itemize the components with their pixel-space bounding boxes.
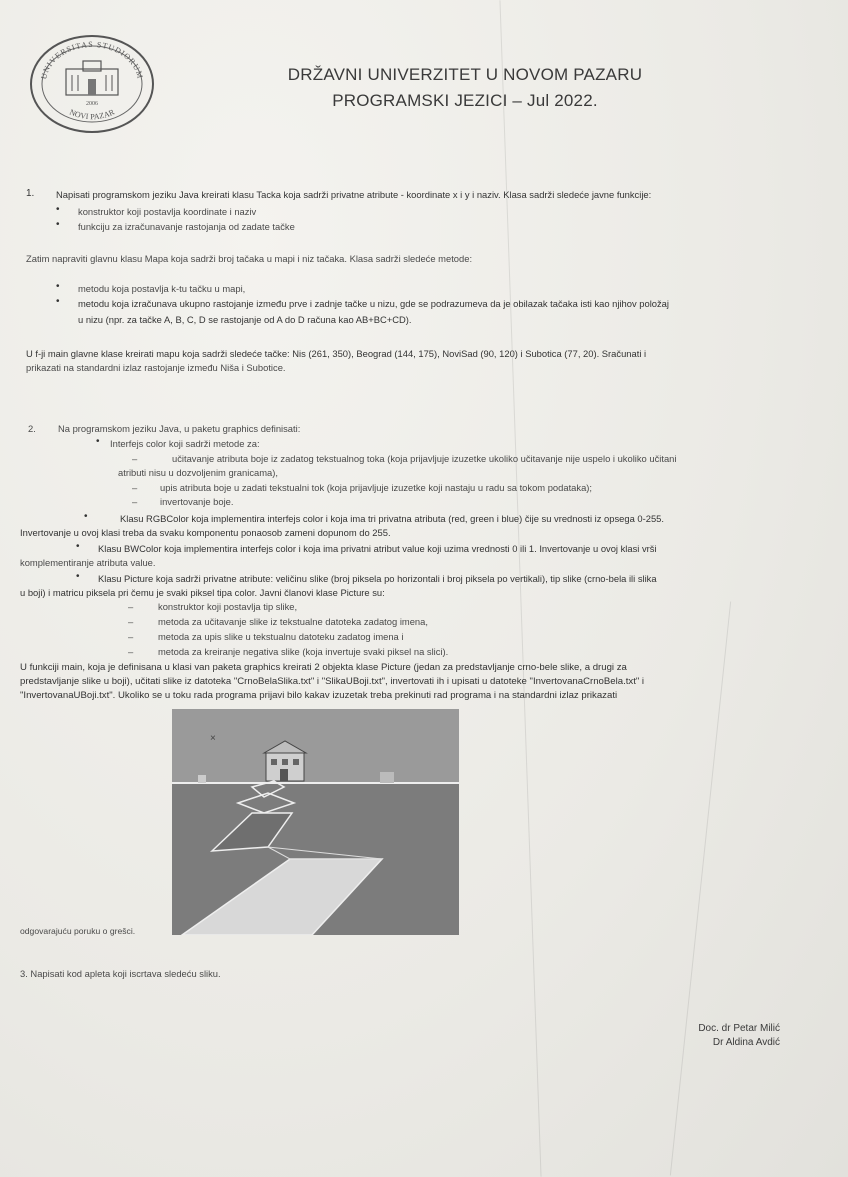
task1-item: konstruktor koji postavlja koordinate i naziv xyxy=(78,206,257,217)
bullet: • xyxy=(96,436,100,447)
bullet: • xyxy=(56,204,60,215)
task2-picture-item: metoda za učitavanje slike iz tekstualne datoteka zadatog imena, xyxy=(158,616,428,627)
task2-picture-text: u boji) i matricu piksela pri čemu je svaki piksel tipa color. Javni članovi klase Picture su: xyxy=(20,587,385,598)
bullet: • xyxy=(56,281,60,292)
svg-text:×: × xyxy=(210,733,216,744)
svg-text:UNIVERSITAS STUDIORUM: UNIVERSITAS STUDIORUM xyxy=(39,39,145,81)
svg-text:NOVI PAZAR: NOVI PAZAR xyxy=(68,107,116,122)
task1-map-item: u nizu (npr. za tačke A, B, C, D se rastojanje od A do D računa kao AB+BC+CD). xyxy=(78,314,412,325)
task1-main-text: prikazati na standardni izlaz rastojanje između Niša i Subotice. xyxy=(26,362,286,373)
task2-main-text: U funkciji main, koja je definisana u klasi van paketa graphics kreirati 2 objekta klase Picture (jedan za predstavljanje crno-bele slike, a drugi za xyxy=(20,662,627,673)
dash: – xyxy=(128,601,134,612)
bullet: • xyxy=(76,541,80,552)
task1-map-intro: Zatim napraviti glavnu klasu Mapa koja sadrži broj tačaka u mapi i niz tačaka. Klasa sadrži sledeće metode: xyxy=(26,253,473,264)
bullet: • xyxy=(76,571,80,582)
dash: – xyxy=(128,631,134,642)
task1-map-item: metodu koja postavlja k-tu tačku u mapi, xyxy=(78,283,246,294)
task2-color-item: učitavanje atributa boje iz zadatog tekstualnog toka (koja prijavljuje izuzetke ukoliko učitavanje nije uspelo i ukoliko učitani xyxy=(172,453,677,464)
task2-main-text: predstavljanje slike u boji), učitati slike iz datoteka "CrnoBelaSlika.txt" i "SlikaUBoji.txt", invertovati ih i upisati u datoteke "InvertovanaCrnoBela.txt" i xyxy=(20,676,645,687)
exam-title: PROGRAMSKI JEZICI – Jul 2022. xyxy=(332,91,598,110)
task2-color-item: upis atributa boje u zadati tekstualni tok (koja prijavljuje izuzetke koji nastaju u radu sa tokom podataka); xyxy=(160,482,593,493)
dash: – xyxy=(128,646,134,657)
bullet: • xyxy=(56,219,60,230)
task2-rgb-text: Klasu RGBColor koja implementira interfejs color i koja ima tri privatna atributa (red, green i blue) čije su vrednosti iz opsega 0-255. xyxy=(120,513,664,524)
exam-header xyxy=(230,62,700,114)
dash: – xyxy=(128,616,134,627)
task1-map-item: metodu koja izračunava ukupno rastojanje između prve i zadnje tačke u nizu, gde se podrazumeva da je obilazak tačaka isti kao njihov položaj xyxy=(78,298,669,309)
dash: – xyxy=(132,496,138,507)
task1-main-text: U f-ji main glavne klase kreirati mapu koja sadrži sledeće tačke: Nis (261, 350), Beograd (144, 175), NoviSad (90, 120) i Subotica (77, 20). Sračunati i xyxy=(26,348,647,359)
task2-main-text: odgovarajuću poruku o grešci. xyxy=(20,926,136,936)
paper-crease xyxy=(670,602,731,1176)
svg-text:2006: 2006 xyxy=(86,101,98,107)
university-seal-logo xyxy=(28,33,156,135)
task2-bw-text: Klasu BWColor koja implementira interfejs color i koja ima privatni atribut value koji uzima vrednosti 0 ili 1. Invertovanje u ovoj klasi vrši xyxy=(98,543,657,554)
task2-number: 2. xyxy=(28,423,36,434)
task2-picture-text: Klasu Picture koja sadrži privatne atribute: veličinu slike (broj piksela po horizontali i broj piksela po vertikali), tip slike (crno-bela ili slika xyxy=(98,573,657,584)
signature-block xyxy=(620,1022,780,1050)
task2-color-head: Interfejs color koji sadrži metode za: xyxy=(110,438,260,449)
applet-figure-image xyxy=(172,709,459,935)
task2-color-item: atributi nisu u dozvoljenim granicama), xyxy=(118,467,278,478)
dash: – xyxy=(132,453,138,464)
task1-number: 1. xyxy=(26,188,35,199)
signature-line: Dr Aldina Avdić xyxy=(712,1037,780,1048)
task2-picture-item: metoda za kreiranje negativa slike (koja invertuje svaki piksel na slici). xyxy=(158,646,449,657)
task2-rgb-text: Invertovanje u ovoj klasi treba da svaku komponentu ponaosob zameni dopunom do 255. xyxy=(20,527,391,538)
bullet: • xyxy=(84,511,88,522)
task2-picture-item: metoda za upis slike u tekstualnu datoteku zadatog imena i xyxy=(158,631,404,642)
signature-line: Doc. dr Petar Milić xyxy=(698,1023,780,1034)
bullet: • xyxy=(56,296,60,307)
task2-bw-text: komplementiranje atributa value. xyxy=(20,557,156,568)
task2-picture-item: konstruktor koji postavlja tip slike, xyxy=(158,601,298,612)
task2-intro: Na programskom jeziku Java, u paketu graphics definisati: xyxy=(58,423,301,434)
task2-color-item: invertovanje boje. xyxy=(160,496,234,507)
dash: – xyxy=(132,482,138,493)
task1-item: funkciju za izračunavanje rastojanja od zadate tačke xyxy=(78,221,295,232)
task3-text: 3. Napisati kod apleta koji iscrtava sledeću sliku. xyxy=(20,968,221,979)
university-title: DRŽAVNI UNIVERZITET U NOVOM PAZARU xyxy=(287,65,643,84)
task2-main-text: "InvertovanaUBoji.txt". Ukoliko se u toku rada programa prijavi bilo kakav izuzetak treba prekinuti rad programa i na standardni izlaz prikazati xyxy=(20,690,618,701)
paper-crease xyxy=(499,0,541,1176)
task1-intro: Napisati programskom jeziku Java kreirati klasu Tacka koja sadrži privatne atribute - koordinate x i y i naziv. Klasa sadrži sledeće javne funkcije: xyxy=(56,189,652,200)
